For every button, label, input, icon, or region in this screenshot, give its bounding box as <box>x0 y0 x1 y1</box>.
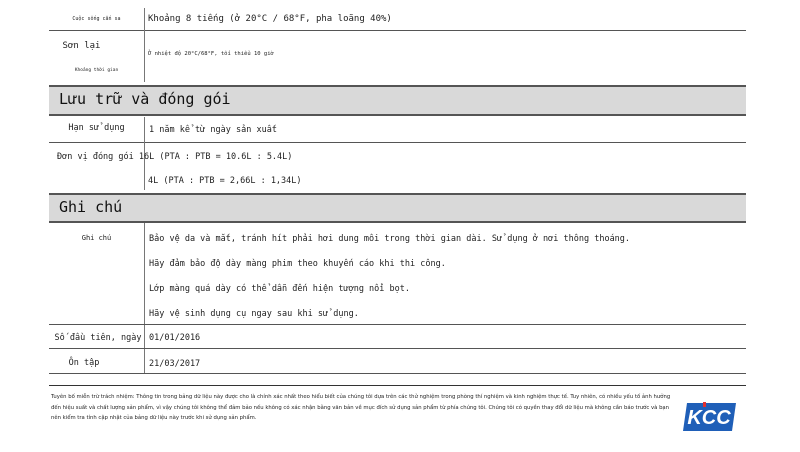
notes-section-header <box>49 193 746 223</box>
dry-hard-label: Cuộc sống cấn sa <box>72 16 121 22</box>
kcc-logo <box>681 399 738 433</box>
recoat-sublabel: Khoảng thời gian <box>74 68 119 73</box>
dry-hard-value: Khoảng 8 tiếng (ở 20°C / 68°F, pha loãng 40%) <box>148 14 392 24</box>
notes-label: Ghi chú <box>81 234 112 242</box>
review-date-label: Ôn tập <box>68 358 100 368</box>
row-divider-top <box>49 30 746 31</box>
note-line-4: Hãy vệ sinh dụng cụ ngay sau khi sử dụng. <box>149 309 359 319</box>
storage-section-title: Lưu trữ và đóng gói <box>59 90 231 108</box>
note-line-3: Lớp màng quá dày có thể dẫn đến hiện tượng nổi bọt. <box>149 284 410 294</box>
footer-separator <box>49 385 746 386</box>
notes-row-divider-2 <box>49 348 746 349</box>
svg-text:KCC: KCC <box>687 407 731 429</box>
recoat-label: Sơn lại <box>62 41 101 51</box>
column-divider-top <box>144 8 145 82</box>
shelf-life-value: 1 năm kể từ ngày sản xuất <box>149 125 277 135</box>
notes-row-divider-1 <box>49 324 746 325</box>
pack-unit-value-2: 4L (PTA : PTB = 2,66L : 1,34L) <box>148 176 302 186</box>
notes-section-title: Ghi chú <box>59 198 123 216</box>
note-line-2: Hãy đảm bảo độ dày màng phim theo khuyến cáo khi thi công. <box>149 259 446 269</box>
table-bottom-line <box>49 373 746 374</box>
issue-date-value: 01/01/2016 <box>149 333 201 343</box>
shelf-life-label: Hạn sử dụng <box>68 123 125 133</box>
storage-section-header <box>49 85 746 116</box>
pack-unit-row: Đơn vị đóng gói 16L (PTA : PTB = 10.6L : 5.4L) <box>57 152 293 162</box>
note-line-1: Bảo vệ da và mắt, tránh hít phải hơi dung môi trong thời gian dài. Sử dụng ở nơi thông thoáng. <box>149 234 631 244</box>
storage-row-divider <box>49 142 746 143</box>
issue-date-label: Số đầu tiên, ngày <box>54 333 142 343</box>
disclaimer-text: Tuyên bố miễn trừ trách nhiệm: Thông tin trong bảng dữ liệu này được cho là chính xác nhất theo hiểu biết của chúng tôi dựa trên các thử nghiệm trong phòng thí nghiệm và kinh nghiệm thực tế. Tuy nhiên, có nhiều yếu tố ảnh hưởng đến hiệu suất và chất lượng sản phẩm, vì vậy chúng tôi không thể đảm bảo nếu không có xác nhận bằng văn bản về mục đích sử dụng sản phẩm từ phía chúng tôi. Chúng tôi có quyền thay đổi dữ liệu mà không cần báo trước và bạn nên kiểm tra tính cập nhật của bảng dữ liệu này trước khi sử dụng sản phẩm. <box>51 394 671 421</box>
review-date-value: 21/03/2017 <box>149 359 201 369</box>
recoat-value: Ở nhiệt độ 20°C/68°F, tối thiểu 10 giờ <box>148 51 274 57</box>
notes-column-divider <box>144 223 145 373</box>
